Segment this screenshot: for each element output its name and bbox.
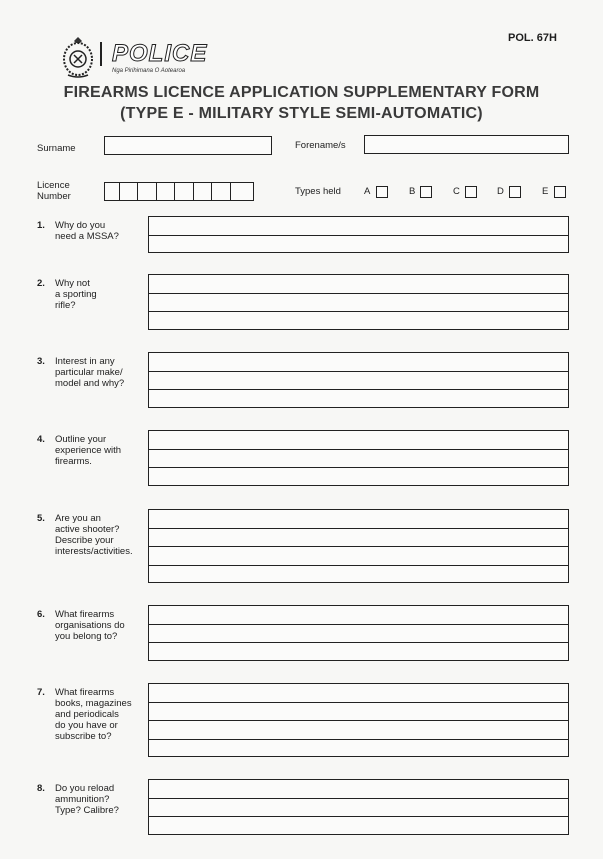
question-text-line: Describe your bbox=[55, 535, 114, 546]
answer-rule-line bbox=[149, 389, 568, 390]
licence-digit-cell[interactable] bbox=[123, 183, 138, 200]
question-text-line: Why do you bbox=[55, 220, 106, 231]
forename-field[interactable] bbox=[364, 135, 569, 154]
licence-label-line1: Licence bbox=[37, 180, 70, 191]
licence-digit-cell[interactable] bbox=[197, 183, 212, 200]
type-a-label: A bbox=[364, 186, 371, 197]
police-brand bbox=[100, 42, 207, 74]
answer-rule-line bbox=[149, 293, 568, 294]
question-text-line: What firearms bbox=[55, 609, 115, 620]
answer-rule-line bbox=[149, 739, 568, 740]
question-text-line: rifle? bbox=[55, 300, 76, 311]
question-text-line: active shooter? bbox=[55, 524, 120, 535]
question-number: 3. bbox=[37, 356, 45, 367]
question-number: 7. bbox=[37, 687, 45, 698]
form-title-line1: FIREARMS LICENCE APPLICATION SUPPLEMENTARY FORM bbox=[63, 84, 540, 101]
question-text-line: subscribe to? bbox=[55, 731, 112, 742]
type-a-checkbox[interactable] bbox=[376, 186, 388, 198]
question-text-line: Are you an bbox=[55, 513, 101, 524]
question-text-line: and periodicals bbox=[55, 709, 119, 720]
answer-box[interactable] bbox=[148, 430, 569, 486]
answer-box[interactable] bbox=[148, 605, 569, 661]
question-text-line: What firearms bbox=[55, 687, 115, 698]
licence-number-field[interactable] bbox=[104, 182, 254, 201]
type-d-label: D bbox=[497, 186, 504, 197]
answer-rule-line bbox=[149, 467, 568, 468]
answer-rule-line bbox=[149, 720, 568, 721]
licence-label-line2: Number bbox=[37, 191, 71, 202]
type-e-checkbox[interactable] bbox=[554, 186, 566, 198]
form-title-line2: (TYPE E - MILITARY STYLE SEMI-AUTOMATIC) bbox=[120, 105, 483, 122]
licence-digit-cell[interactable] bbox=[105, 183, 120, 200]
type-b-label: B bbox=[409, 186, 416, 197]
question-number: 2. bbox=[37, 278, 45, 289]
type-c-checkbox[interactable] bbox=[465, 186, 477, 198]
question-text-line: particular make/ bbox=[55, 367, 123, 378]
answer-rule-line bbox=[149, 546, 568, 547]
question-text-line: do you have or bbox=[55, 720, 118, 731]
question-text-line: interests/activities. bbox=[55, 546, 133, 557]
question-text-line: Type? Calibre? bbox=[55, 805, 119, 816]
question-text-line: need a MSSA? bbox=[55, 231, 119, 242]
brand-subtext: Nga Pirihimana O Aotearoa bbox=[112, 68, 186, 74]
answer-box[interactable] bbox=[148, 779, 569, 835]
answer-rule-line bbox=[149, 642, 568, 643]
surname-field[interactable] bbox=[104, 136, 272, 155]
police-badge-icon bbox=[60, 35, 96, 79]
question-number: 8. bbox=[37, 783, 45, 794]
type-e-label: E bbox=[542, 186, 549, 197]
question-number: 5. bbox=[37, 513, 45, 524]
licence-digit-cell[interactable] bbox=[160, 183, 175, 200]
question-text-line: organisations do bbox=[55, 620, 125, 631]
question-text bbox=[55, 278, 150, 311]
answer-box[interactable] bbox=[148, 683, 569, 757]
question-text-line: a sporting bbox=[55, 289, 97, 300]
question-text-line: Outline your bbox=[55, 434, 107, 445]
licence-digit-cell[interactable] bbox=[179, 183, 194, 200]
type-d-checkbox[interactable] bbox=[509, 186, 521, 198]
answer-rule-line bbox=[149, 311, 568, 312]
question-number: 4. bbox=[37, 434, 45, 445]
licence-number-label bbox=[37, 180, 71, 202]
question-text bbox=[55, 783, 150, 816]
answer-rule-line bbox=[149, 798, 568, 799]
surname-label: Surname bbox=[37, 143, 76, 154]
question-text bbox=[55, 220, 150, 242]
question-text-line: model and why? bbox=[55, 378, 125, 389]
brand-logo-text: POLICE bbox=[100, 42, 207, 66]
type-c-label: C bbox=[453, 186, 460, 197]
question-text bbox=[55, 609, 150, 642]
question-number: 6. bbox=[37, 609, 45, 620]
question-text bbox=[55, 513, 150, 557]
question-text bbox=[55, 687, 150, 742]
answer-rule-line bbox=[149, 449, 568, 450]
answer-rule-line bbox=[149, 702, 568, 703]
answer-box[interactable] bbox=[148, 509, 569, 583]
answer-box[interactable] bbox=[148, 274, 569, 330]
form-code: POL. 67H bbox=[508, 32, 557, 44]
question-text bbox=[55, 356, 150, 389]
question-text-line: experience with bbox=[55, 445, 122, 456]
type-b-checkbox[interactable] bbox=[420, 186, 432, 198]
answer-rule-line bbox=[149, 816, 568, 817]
question-text-line: ammunition? bbox=[55, 794, 110, 805]
question-text-line: Interest in any bbox=[55, 356, 115, 367]
types-held-label: Types held bbox=[295, 186, 341, 197]
answer-rule-line bbox=[149, 235, 568, 236]
question-number: 1. bbox=[37, 220, 45, 231]
licence-digit-cell[interactable] bbox=[216, 183, 231, 200]
question-text-line: firearms. bbox=[55, 456, 92, 467]
licence-digit-cell[interactable] bbox=[142, 183, 157, 200]
question-text-line: Why not bbox=[55, 278, 90, 289]
forename-label: Forename/s bbox=[295, 140, 346, 151]
answer-box[interactable] bbox=[148, 352, 569, 408]
question-text-line: books, magazines bbox=[55, 698, 132, 709]
answer-box[interactable] bbox=[148, 216, 569, 253]
question-text bbox=[55, 434, 150, 467]
question-text-line: you belong to? bbox=[55, 631, 118, 642]
answer-rule-line bbox=[149, 371, 568, 372]
question-text-line: Do you reload bbox=[55, 783, 115, 794]
answer-rule-line bbox=[149, 565, 568, 566]
answer-rule-line bbox=[149, 528, 568, 529]
answer-rule-line bbox=[149, 624, 568, 625]
